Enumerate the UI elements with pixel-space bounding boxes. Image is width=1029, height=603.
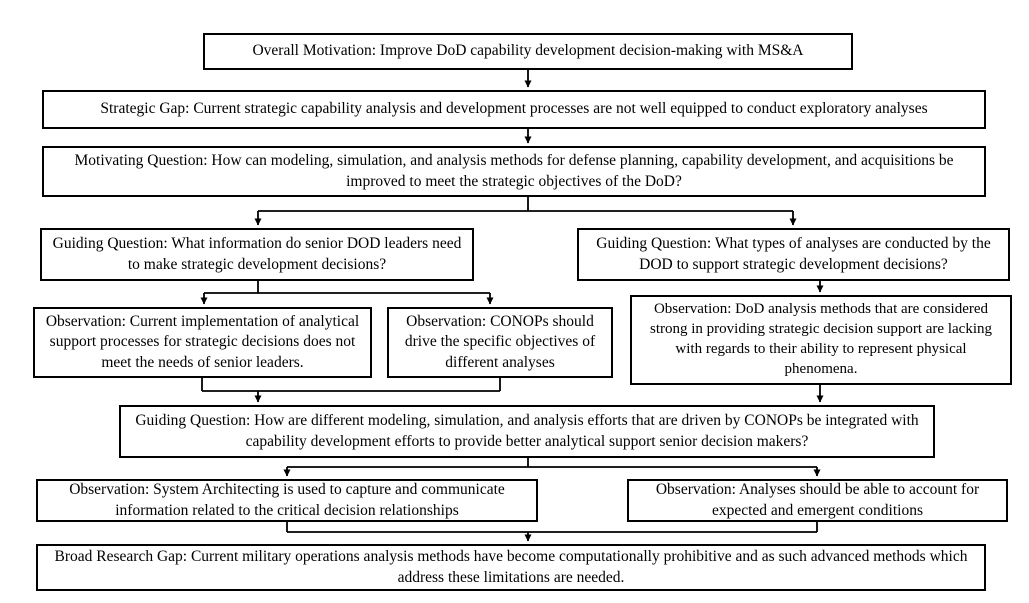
box-guiding-question-right: Guiding Question: What types of analyses are conducted by the DOD to support strategic development decisions? (577, 228, 1010, 281)
box-strategic-gap: Strategic Gap: Current strategic capability analysis and development processes are not well equipped to conduct exploratory analyses (42, 90, 986, 129)
box-guiding-question-integration: Guiding Question: How are different modeling, simulation, and analysis efforts that are driven by CONOPs be integrated with capability development efforts to provide better analytical support senior decision makers? (119, 405, 935, 458)
box-motivating-question: Motivating Question: How can modeling, simulation, and analysis methods for defense planning, capability development, and acquisitions be improved to meet the strategic objectives of the DoD? (42, 146, 986, 197)
box-observation-emergent-conditions: Observation: Analyses should be able to account for expected and emergent conditions (627, 479, 1008, 522)
box-guiding-question-left: Guiding Question: What information do senior DOD leaders need to make strategic development decisions? (40, 228, 474, 281)
box-broad-research-gap: Broad Research Gap: Current military operations analysis methods have become computationally prohibitive and as such advanced methods which address these limitations are needed. (36, 544, 986, 591)
box-overall-motivation: Overall Motivation: Improve DoD capability development decision-making with MS&A (203, 33, 853, 70)
box-observation-conops: Observation: CONOPs should drive the specific objectives of different analyses (387, 307, 613, 378)
box-observation-system-architecting: Observation: System Architecting is used to capture and communicate information related to the critical decision relationships (36, 479, 538, 522)
box-observation-dod-analysis-methods: Observation: DoD analysis methods that are considered strong in providing strategic decision support are lacking with regards to their ability to represent physical phenomena. (630, 295, 1012, 385)
box-observation-analytical-support: Observation: Current implementation of analytical support processes for strategic decisions does not meet the needs of senior leaders. (33, 307, 372, 378)
